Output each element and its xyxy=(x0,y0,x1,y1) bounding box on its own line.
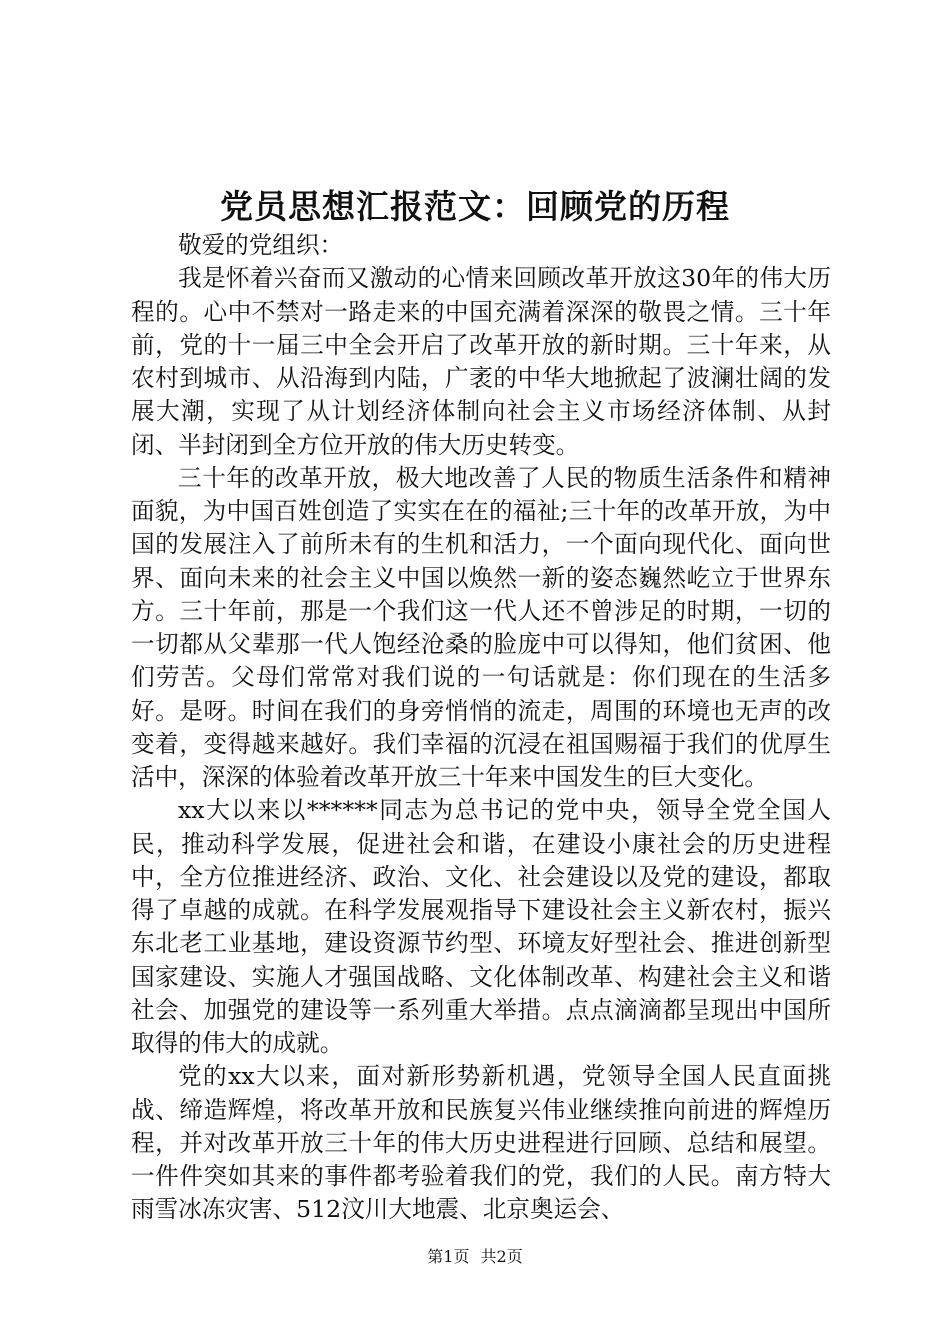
page-number: 第1页 xyxy=(427,1247,470,1266)
paragraph-1: 我是怀着兴奋而又激动的心情来回顾改革开放这30年的伟大历程的。心中不禁对一路走来的中国充满着深深的敬畏之情。三十年前，党的十一届三中全会开启了改革开放的新时期。三十年来，从农村到城市、从沿海到内陆，广袤的中华大地掀起了波澜壮阔的发展大潮，实现了从计划经济体制向社会主义市场经济体制、从封闭、半封闭到全方位开放的伟大历史转变。 xyxy=(131,264,831,459)
document-title: 党员思想汇报范文：回顾党的历程 xyxy=(220,187,730,226)
document-body xyxy=(131,229,831,1227)
paragraph-4: 党的xx大以来，面对新形势新机遇，党领导全国人民直面挑战、缔造辉煌，将改革开放和民族复兴伟业继续推向前进的辉煌历程，并对改革开放三十年的伟大历史进程进行回顾、总结和展望。一件件突如其来的事件都考验着我们的党，我们的人民。南方特大雨雪冰冻灾害、512汶川大地震、北京奥运会、 xyxy=(131,1062,831,1224)
salutation: 敬爱的党组织： xyxy=(178,231,344,259)
paragraph-2: 三十年的改革开放，极大地改善了人民的物质生活条件和精神面貌，为中国百姓创造了实实在在的福祉;三十年的改革开放，为中国的发展注入了前所未有的生机和活力，一个面向现代化、面向世界、面向未来的社会主义中国以焕然一新的姿态巍然屹立于世界东方。三十年前，那是一个我们这一代人还不曾涉足的时期，一切的一切都从父辈那一代人饱经沧桑的脸庞中可以得知，他们贫困、他们劳苦。父母们常常对我们说的一句话就是：你们现在的生活多好。是呀。时间在我们的身旁悄悄的流走，周围的环境也无声的改变着，变得越来越好。我们幸福的沉浸在祖国赐福于我们的优厚生活中，深深的体验着改革开放三十年来中国发生的巨大变化。 xyxy=(131,463,831,791)
page-footer xyxy=(0,1245,950,1269)
page-total: 共2页 xyxy=(480,1247,523,1266)
paragraph-3: xx大以来以******同志为总书记的党中央，领导全党全国人民，推动科学发展，促进社会和谐，在建设小康社会的历史进程中，全方位推进经济、政治、文化、社会建设以及党的建设，都取得了卓越的成就。在科学发展观指导下建设社会主义新农村，振兴东北老工业基地，建设资源节约型、环境友好型社会、推进创新型国家建设、实施人才强国战略、文化体制改革、构建社会主义和谐社会、加强党的建设等一系列重大举措。点点滴滴都呈现出中国所取得的伟大的成就。 xyxy=(131,796,831,1057)
